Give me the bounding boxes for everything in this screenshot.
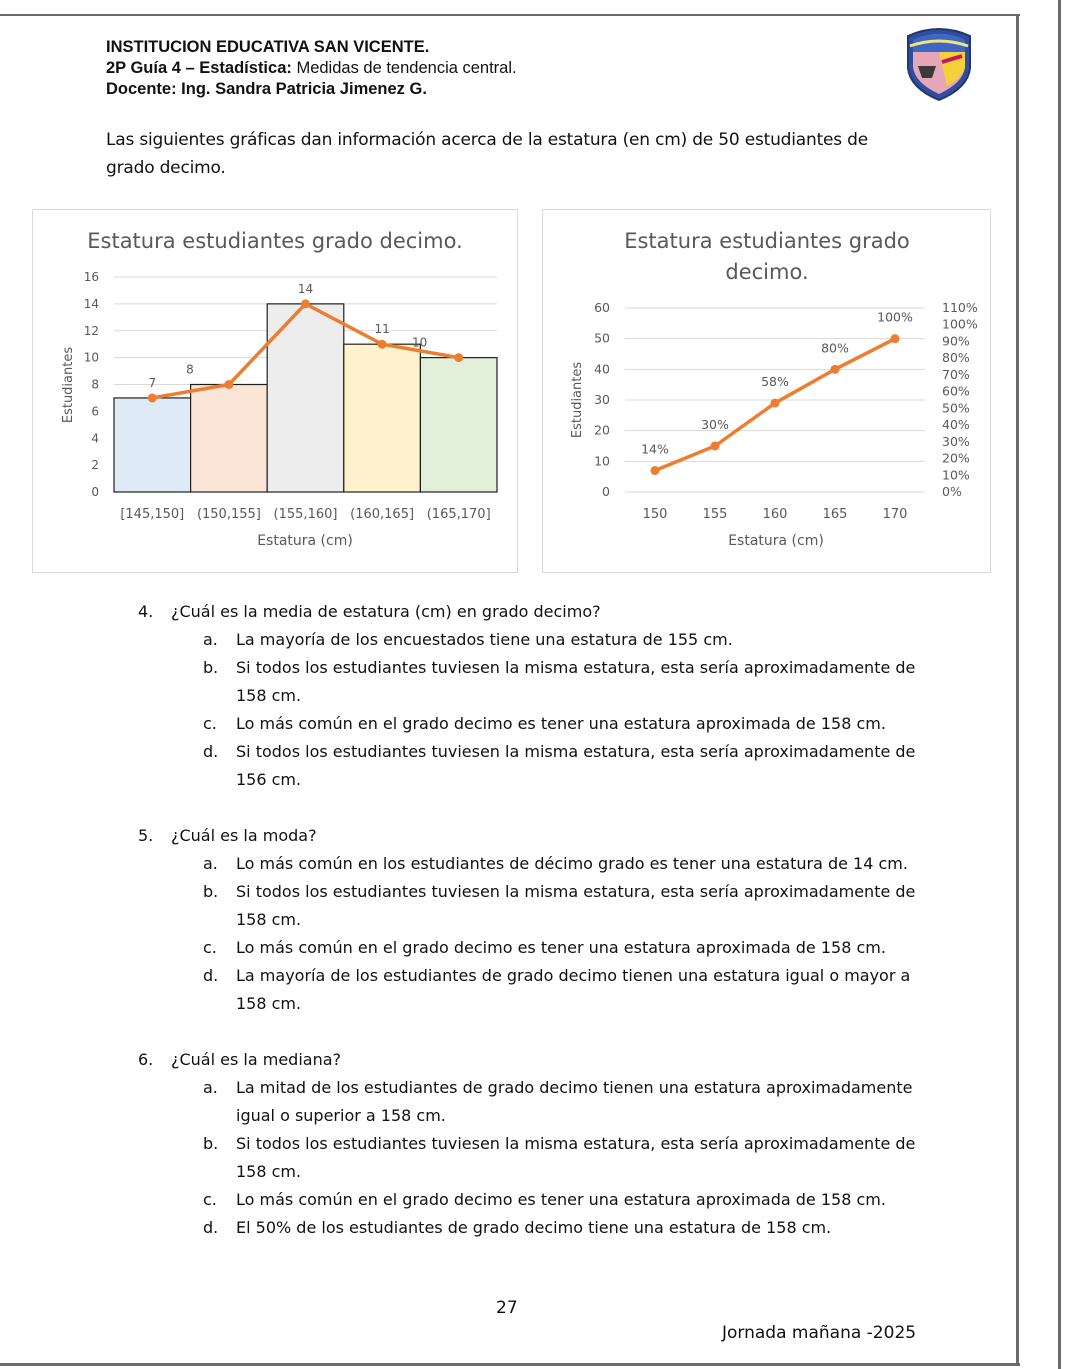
chart2-ytick-label: 0 (602, 484, 610, 499)
chart2-ytick-label: 50 (594, 330, 610, 346)
question-number: 6. (138, 1050, 154, 1069)
chart1-point (148, 393, 157, 402)
chart2-xtick-label: 170 (882, 507, 908, 522)
option-text (236, 1214, 916, 1242)
option-letter: a. (203, 1078, 218, 1097)
option-text-line: Lo más común en los estudiantes de décimo grado es tener una estatura de 14 cm. (236, 854, 908, 873)
chart2-y2tick-label: 10% (942, 467, 970, 483)
option-text (236, 738, 916, 794)
chart2-ytick-label: 10 (594, 453, 610, 469)
option-letter: d. (203, 742, 219, 761)
chart2-data-label: 58% (761, 374, 789, 390)
option-letter: b. (203, 882, 219, 901)
chart1-ytick-label: 10 (83, 350, 99, 365)
chart2-ylabel: Estudiantes (570, 361, 585, 439)
chart2-y2tick-label: 70% (942, 366, 970, 382)
chart2-y2tick-label: 110% (942, 300, 978, 315)
chart2-xtick-label: 155 (702, 507, 728, 522)
option-text (236, 1130, 916, 1186)
chart2-y2tick-label: 90% (942, 333, 970, 349)
question-number: 5. (138, 826, 154, 845)
histogram-svg (33, 210, 517, 572)
chart2-title-line: Estatura estudiantes grado (624, 229, 910, 253)
chart1-xtick-label: (155,160] (273, 507, 338, 522)
chart1-ytick-label: 16 (83, 270, 99, 284)
guide-title-bold: 2P Guía 4 – Estadística: (106, 59, 292, 77)
chart1-point (378, 340, 387, 349)
option-text-line: Si todos los estudiantes tuviesen la misma estatura, esta sería aproximadamente de (236, 882, 916, 901)
option-text-line: Si todos los estudiantes tuviesen la misma estatura, esta sería aproximadamente de (236, 658, 916, 677)
chart2-point (651, 466, 660, 475)
option-text-line: Si todos los estudiantes tuviesen la misma estatura, esta sería aproximadamente de (236, 742, 916, 761)
option-letter: c. (203, 938, 217, 957)
chart2-data-label: 30% (701, 417, 729, 432)
option-letter: a. (203, 630, 218, 649)
chart1-xtick-label: [145,150] (120, 507, 185, 522)
guide-title (106, 58, 517, 79)
chart2-y2tick-label: 100% (942, 316, 978, 332)
chart2-y2tick-label: 50% (942, 400, 970, 416)
chart2-y2tick-label: 30% (942, 433, 970, 449)
option-letter: d. (203, 966, 219, 985)
footer-text: Jornada mañana -2025 (722, 1323, 917, 1343)
question-number: 4. (138, 602, 154, 621)
page-frame-bottom (0, 1363, 1020, 1366)
chart1-bar (344, 344, 421, 492)
chart2-data-label: 80% (821, 340, 849, 356)
chart2-point (711, 442, 720, 451)
page-frame-outer-right (1058, 0, 1061, 1369)
option-text (236, 962, 916, 1018)
option-text (236, 626, 916, 654)
option-letter: c. (203, 714, 217, 733)
chart2-xtick-label: 165 (822, 507, 848, 522)
chart2-y2tick-label: 80% (942, 350, 970, 366)
option-text-line: 156 cm. (236, 770, 302, 789)
chart1-ytick-label: 6 (91, 404, 99, 419)
option-text-line: igual o superior a 158 cm. (236, 1106, 446, 1125)
question-text: ¿Cuál es la media de estatura (cm) en grado decimo? (171, 602, 601, 621)
chart1-xtick-label: (150,155] (196, 507, 261, 522)
chart1-xtick-label: (160,165] (350, 507, 415, 522)
chart2-ytick-label: 20 (594, 422, 610, 438)
chart2-y2tick-label: 0% (942, 484, 962, 499)
chart1-data-label: 10 (412, 335, 428, 350)
option-letter: d. (203, 1218, 219, 1237)
chart1-ytick-label: 4 (91, 431, 99, 446)
option-letter: b. (203, 1134, 219, 1153)
option-text (236, 1074, 916, 1130)
question-text: ¿Cuál es la mediana? (171, 1050, 342, 1069)
chart1-bar (114, 398, 191, 492)
option-text-line: 158 cm. (236, 686, 302, 705)
histogram-chart (32, 209, 518, 573)
intro-paragraph: Las siguientes gráficas dan información acerca de la estatura (en cm) de 50 estudiantes de grado decimo. (106, 130, 869, 178)
chart1-data-label: 11 (374, 322, 390, 337)
chart2-ytick-label: 40 (594, 361, 610, 377)
chart1-data-label: 7 (148, 375, 157, 390)
document-header (106, 37, 517, 100)
option-text-line: Lo más común en el grado decimo es tener una estatura aproximada de 158 cm. (236, 938, 886, 957)
chart1-ytick-label: 0 (91, 485, 99, 499)
option-text-line: El 50% de los estudiantes de grado decimo tiene una estatura de 158 cm. (236, 1218, 832, 1237)
chart1-ytick-label: 12 (83, 323, 99, 338)
option-text (236, 934, 916, 962)
teacher-name: Docente: Ing. Sandra Patricia Jimenez G. (106, 80, 427, 98)
option-letter: b. (203, 658, 219, 677)
chart1-ytick-label: 14 (83, 296, 99, 311)
chart1-data-label: 8 (186, 362, 194, 377)
option-text-line: 158 cm. (236, 994, 302, 1013)
chart2-point (831, 365, 840, 374)
ogive-svg (543, 210, 990, 572)
chart2-xtick-label: 160 (762, 507, 788, 522)
chart2-point (771, 399, 780, 408)
chart2-ytick-label: 30 (594, 392, 610, 407)
chart1-data-label: 14 (297, 281, 314, 296)
option-text (236, 878, 916, 934)
chart2-y2tick-label: 60% (942, 383, 970, 399)
chart2-point (891, 334, 900, 343)
option-text-line: La mayoría de los encuestados tiene una estatura de 155 cm. (236, 630, 733, 649)
page-number: 27 (496, 1298, 518, 1318)
chart1-xtick-label: (165,170] (426, 507, 491, 522)
chart2-data-label: 100% (877, 309, 913, 325)
chart1-ytick-label: 2 (91, 458, 99, 473)
page-frame-top (0, 14, 1020, 16)
chart1-ytick-label: 8 (91, 377, 99, 392)
page-frame-right (1016, 14, 1019, 1366)
option-text (236, 710, 916, 738)
ogive-chart (542, 209, 991, 573)
chart1-ylabel: Estudiantes (61, 346, 76, 424)
option-text-line: 158 cm. (236, 910, 302, 929)
option-text-line: La mitad de los estudiantes de grado decimo tienen una estatura aproximadamente (236, 1078, 913, 1097)
option-letter: a. (203, 854, 218, 873)
chart1-point (454, 353, 463, 362)
option-text-line: Lo más común en el grado decimo es tener una estatura aproximada de 158 cm. (236, 714, 886, 733)
option-text-line: 158 cm. (236, 1162, 302, 1181)
question-text: ¿Cuál es la moda? (171, 826, 317, 845)
chart1-bar (420, 358, 497, 492)
chart1-point (224, 380, 233, 389)
option-text (236, 850, 916, 878)
option-text-line: Lo más común en el grado decimo es tener una estatura aproximada de 158 cm. (236, 1190, 886, 1209)
chart1-title: Estatura estudiantes grado decimo. (87, 229, 463, 253)
school-name: INSTITUCION EDUCATIVA SAN VICENTE. (106, 38, 430, 56)
chart2-title-line: decimo. (725, 260, 809, 284)
chart2-data-label: 14% (641, 441, 669, 457)
option-text-line: La mayoría de los estudiantes de grado decimo tienen una estatura igual o mayor a (236, 966, 911, 985)
chart2-xtick-label: 150 (642, 507, 668, 522)
chart1-point (301, 299, 310, 308)
option-letter: c. (203, 1190, 217, 1209)
guide-title-rest: Medidas de tendencia central. (291, 59, 517, 77)
chart1-bar (191, 385, 268, 493)
option-text-line: Si todos los estudiantes tuviesen la misma estatura, esta sería aproximadamente de (236, 1134, 916, 1153)
chart2-y2tick-label: 40% (942, 417, 970, 433)
chart1-xlabel: Estatura (cm) (257, 533, 353, 549)
chart2-y2tick-label: 20% (942, 450, 970, 466)
option-text (236, 654, 916, 710)
option-text (236, 1186, 916, 1214)
school-shield-logo-icon (902, 22, 976, 102)
chart2-ytick-label: 60 (594, 300, 610, 315)
chart2-xlabel: Estatura (cm) (728, 533, 824, 549)
